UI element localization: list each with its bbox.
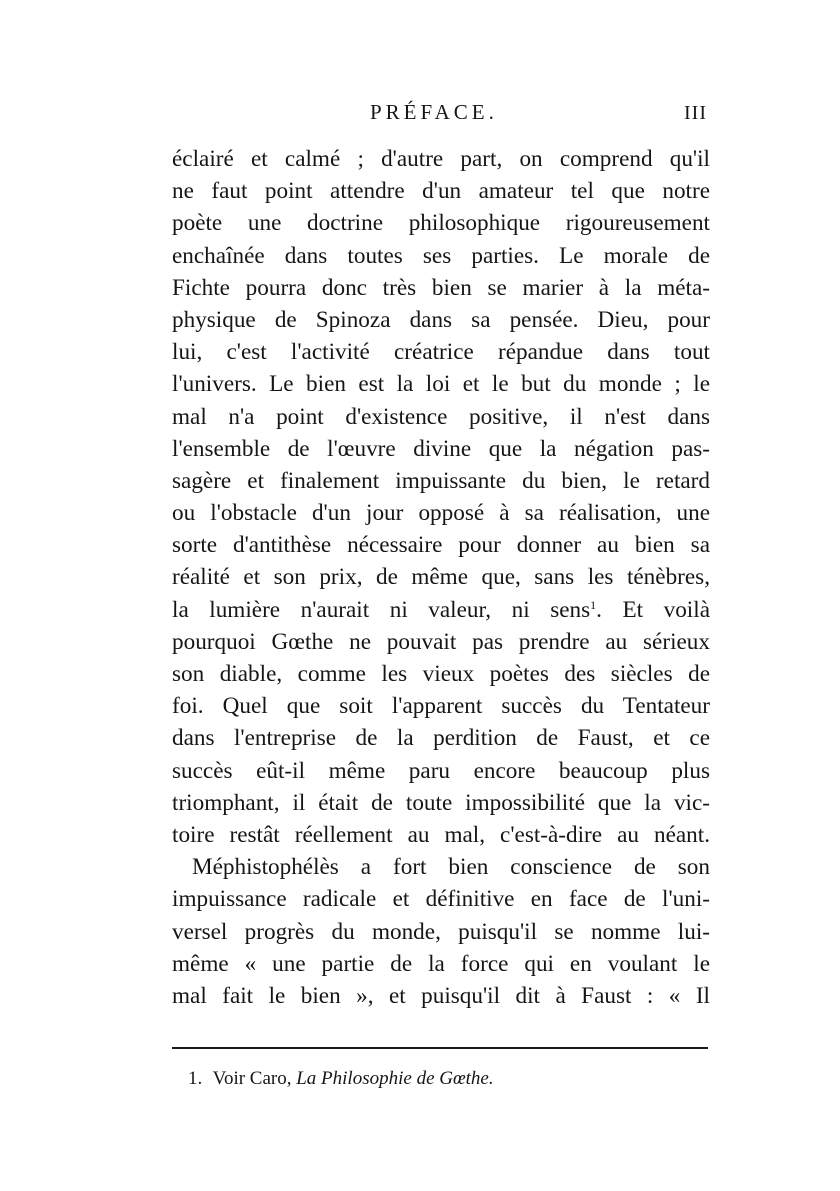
text-line: enchaînée dans toutes ses parties. Le morale de xyxy=(172,242,710,269)
text-line: mal n'a point d'existence positive, il n'est dans xyxy=(172,403,710,430)
text-line: dans l'entreprise de la perdition de Faust, et ce xyxy=(172,725,710,752)
text-line: l'ensemble de l'œuvre divine que la négation pas- xyxy=(172,435,710,462)
text-line: sorte d'antithèse nécessaire pour donner au bien sa xyxy=(172,532,710,559)
text-line: physique de Spinoza dans sa pensée. Dieu, pour xyxy=(172,306,710,333)
running-title: PRÉFACE. xyxy=(370,100,498,124)
text-line: triomphant, il était de toute impossibilité que la vic- xyxy=(172,789,710,816)
text-line: poète une doctrine philosophique rigoureusement xyxy=(172,210,710,237)
footnote xyxy=(188,1068,494,1090)
text-line: sagère et finalement impuissante du bien, le retard xyxy=(172,467,710,494)
text-line: toire restât réellement au mal, c'est-à-dire au néant. xyxy=(172,821,710,848)
text-line: réalité et son prix, de même que, sans les ténèbres, xyxy=(172,564,710,591)
page-header xyxy=(0,100,840,134)
text-line: éclairé et calmé ; d'autre part, on comprend qu'il xyxy=(172,146,710,172)
page-number: III xyxy=(684,102,707,124)
footnote-divider xyxy=(172,1047,708,1049)
footnote-work-title: La Philosophie de Gœthe. xyxy=(296,1068,494,1089)
text-line: impuissance radicale et définitive en face de l'uni- xyxy=(172,886,710,913)
text-line: l'univers. Le bien est la loi et le but du monde ; le xyxy=(172,371,710,398)
text-line-paragraph-start: Méphistophélès a fort bien conscience de son xyxy=(192,854,710,881)
text-line: son diable, comme les vieux poètes des siècles de xyxy=(172,661,710,687)
footnote-text: Voir Caro, xyxy=(212,1068,292,1089)
text-line: lui, c'est l'activité créatrice répandue dans tout xyxy=(172,339,710,366)
text-line: mal fait le bien », et puisqu'il dit à Faust : « Il xyxy=(172,982,710,1009)
text-line: ou l'obstacle d'un jour opposé à sa réalisation, une xyxy=(172,500,710,527)
text-line: même « une partie de la force qui en voulant le xyxy=(172,950,710,977)
text-line-head: la lumière n'aurait ni valeur, ni sens xyxy=(172,596,591,623)
text-line: pourquoi Gœthe ne pouvait pas prendre au sérieux xyxy=(172,628,710,655)
text-line: succès eût-il même paru encore beaucoup plus xyxy=(172,757,710,784)
footnote-label: 1. xyxy=(188,1068,203,1089)
body-text xyxy=(172,143,710,1012)
text-line: ne faut point attendre d'un amateur tel que notre xyxy=(172,178,710,205)
text-line: foi. Quel que soit l'apparent succès du Tentateur xyxy=(172,693,710,720)
text-line: versel progrès du monde, puisqu'il se nomme lui- xyxy=(172,918,710,945)
text-line-tail: . Et voilà xyxy=(596,596,710,623)
footnote-reference: 1 xyxy=(590,597,597,612)
text-line-with-footnote xyxy=(172,594,710,626)
text-line: Fichte pourra donc très bien se marier à la méta- xyxy=(172,274,710,301)
